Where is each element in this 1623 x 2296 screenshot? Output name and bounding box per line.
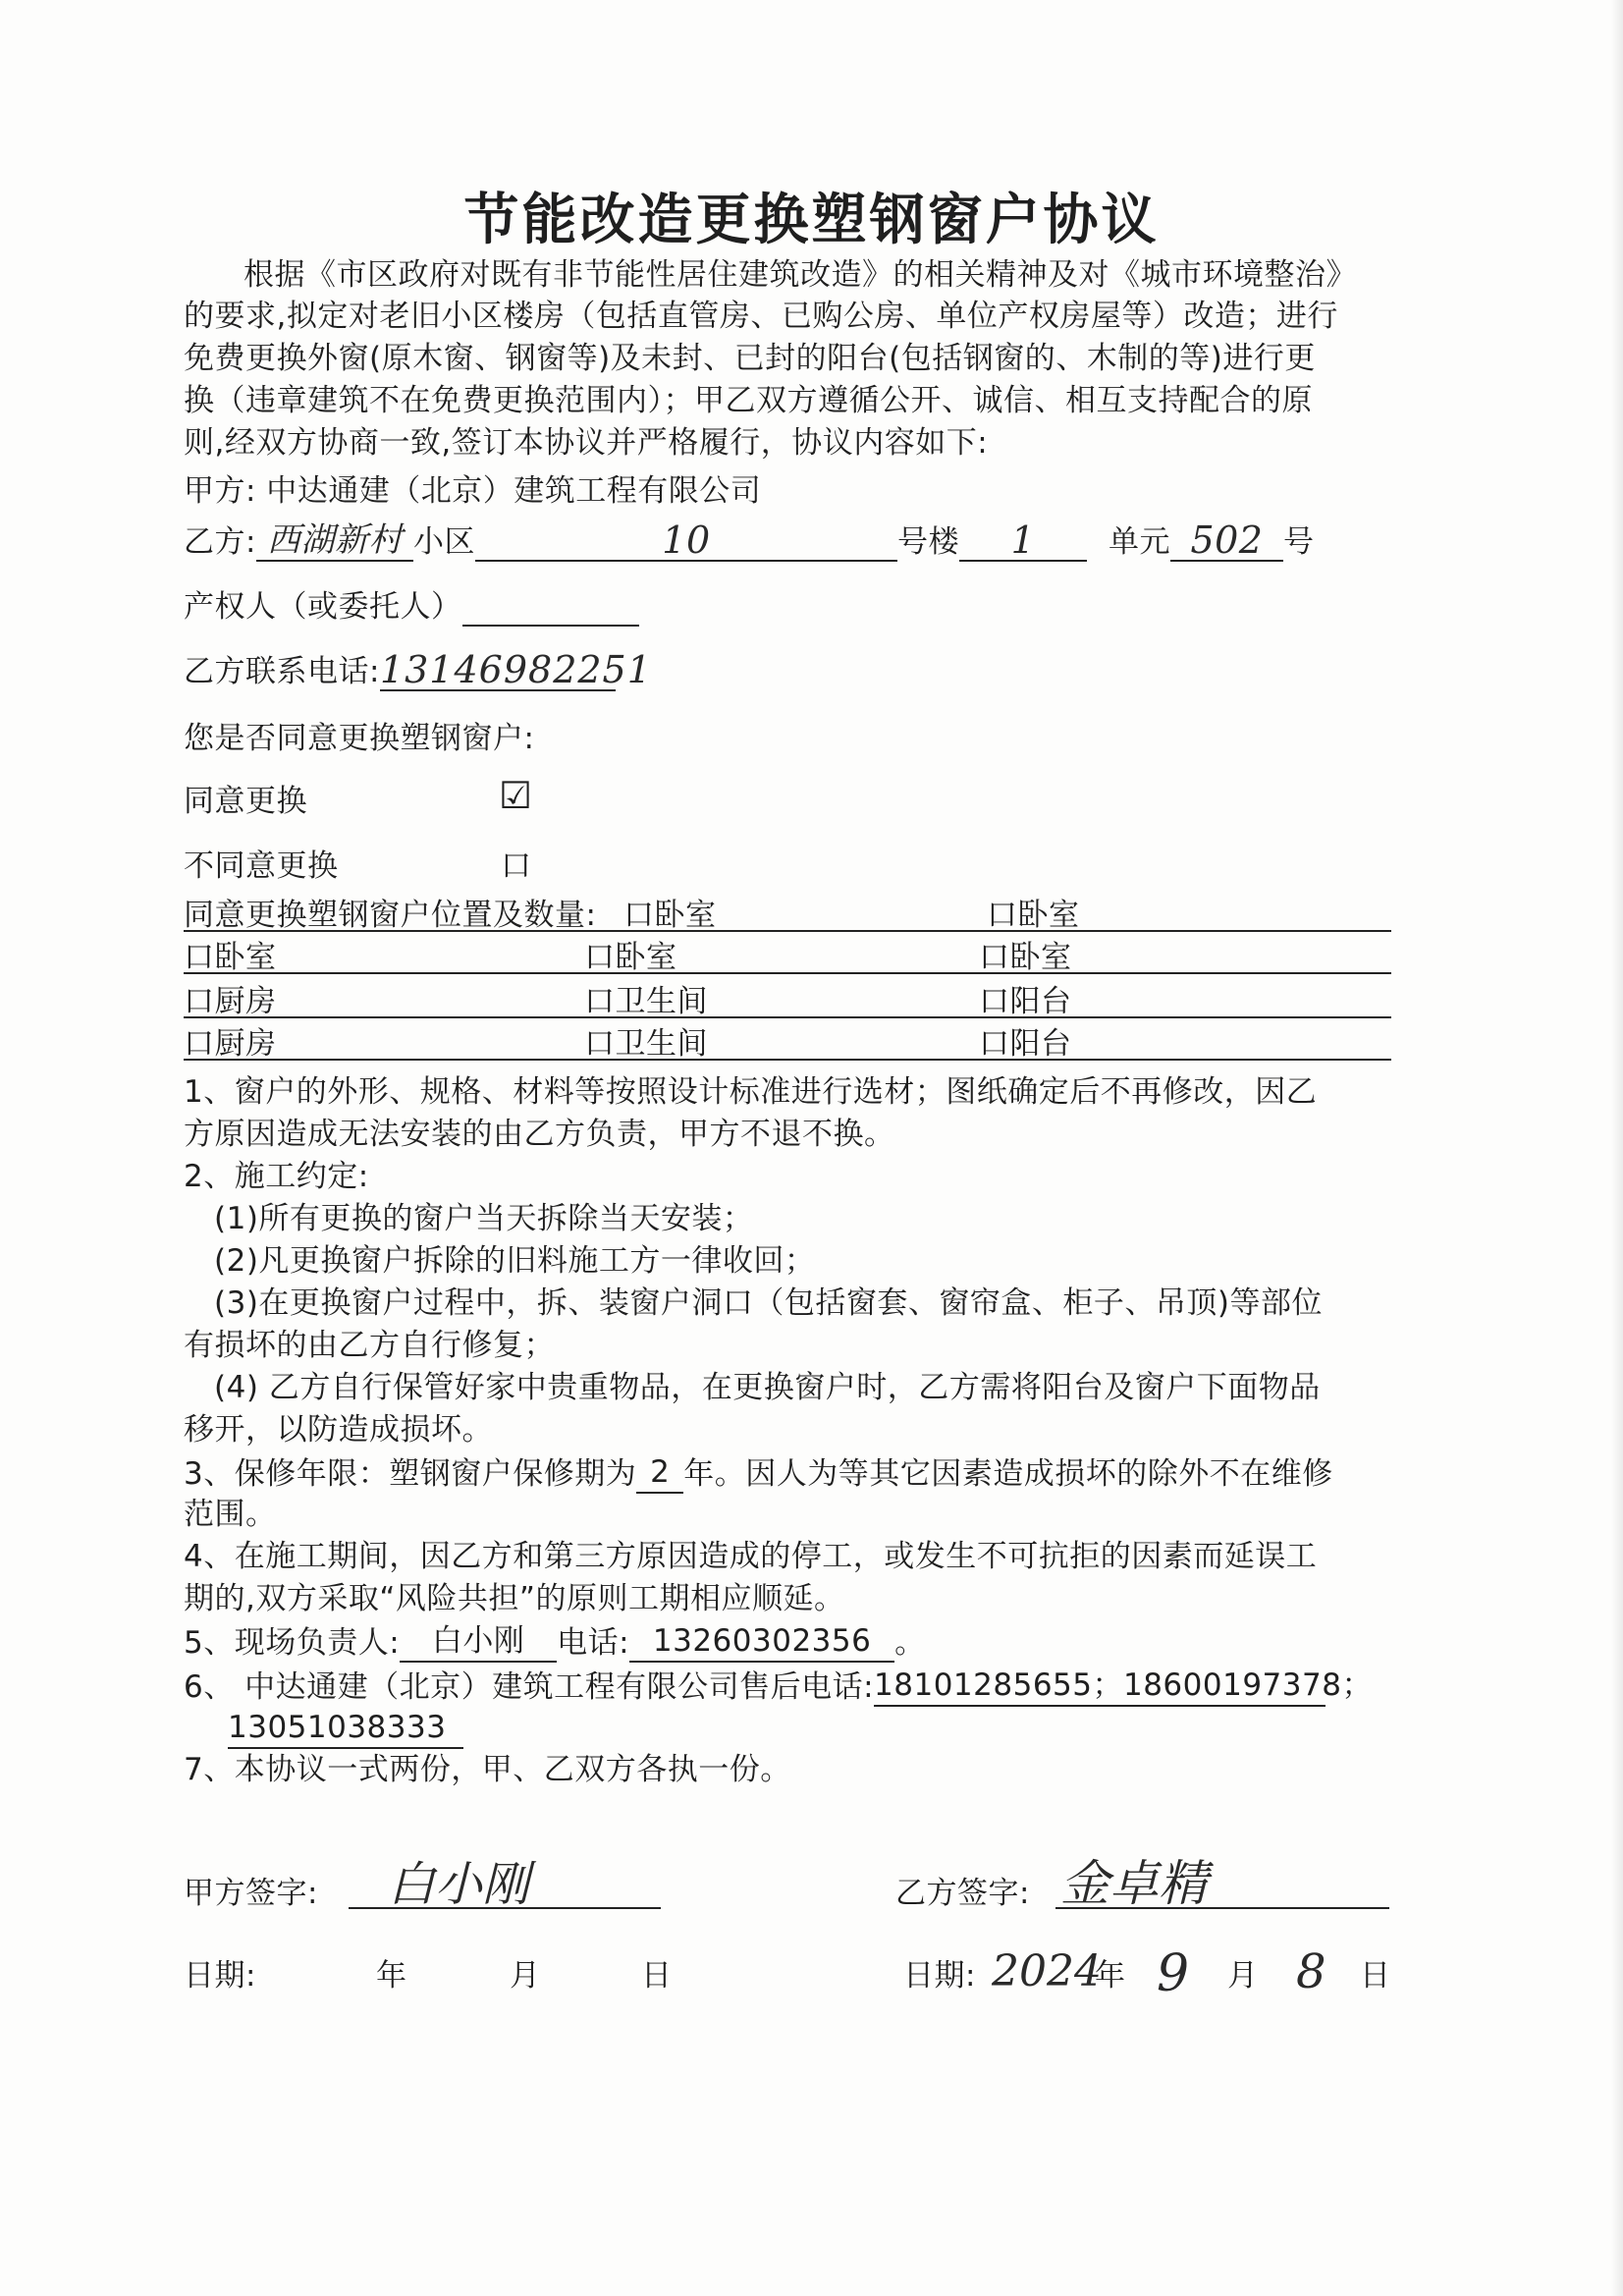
community-suffix: 小区 bbox=[412, 524, 475, 560]
room-handwritten: 502 bbox=[1170, 520, 1283, 562]
site-manager-phone: 13260302356 bbox=[629, 1621, 894, 1663]
party-b-label: 乙方: bbox=[184, 524, 256, 560]
windows-row0-col1: 口卧室 bbox=[623, 898, 717, 933]
phone-label: 乙方联系电话: bbox=[184, 654, 380, 689]
windows-row3-col2: 口阳台 bbox=[979, 1026, 1072, 1062]
clause-2-3-line-2: 有损坏的由乙方自行修复； bbox=[184, 1328, 555, 1363]
windows-rule-3 bbox=[184, 1059, 1391, 1061]
windows-row1-col0: 口卧室 bbox=[184, 940, 277, 975]
party-b-signature: 金卓精 bbox=[1060, 1855, 1208, 1912]
party-a-signature: 白小刚 bbox=[388, 1857, 530, 1912]
clause-6-line-2 bbox=[228, 1708, 463, 1749]
clause-2: 2、施工约定: bbox=[184, 1159, 369, 1194]
clause-4-line-1: 4、在施工期间，因乙方和第三方原因造成的停工，或发生不可抗拒的因素而延误工 bbox=[184, 1539, 1318, 1574]
disagree-label: 不同意更换 bbox=[184, 848, 339, 884]
community-handwritten: 西湖新村 bbox=[256, 520, 413, 562]
windows-row2-col0: 口厨房 bbox=[184, 984, 277, 1019]
owner-line bbox=[184, 587, 639, 627]
unit-handwritten: 1 bbox=[959, 520, 1087, 562]
party-a: 甲方: 中达通建（北京）建筑工程有限公司 bbox=[184, 473, 762, 509]
party-b-month-label: 月 bbox=[1227, 1958, 1259, 1994]
warranty-years: 2 bbox=[636, 1452, 683, 1494]
owner-label: 产权人（或委托人） bbox=[184, 589, 462, 625]
windows-row1-col2: 口卧室 bbox=[979, 940, 1072, 975]
party-b-month-value: 9 bbox=[1157, 1944, 1190, 2003]
after-sales-phone-3: 13051038333 bbox=[228, 1708, 463, 1749]
after-sales-phones: 18101285655；18600197378； bbox=[874, 1666, 1325, 1707]
intro-line-3: 免费更换外窗(原木窗、钢窗等)及未封、已封的阳台(包括钢窗的、木制的等)进行更 bbox=[184, 341, 1316, 376]
clause-5-phone-label: 电话: bbox=[557, 1625, 630, 1661]
clause-5-end: 。 bbox=[894, 1625, 926, 1661]
party-b-year-value: 2024 bbox=[992, 1946, 1102, 1996]
clause-2-4-line-1: (4) 乙方自行保管好家中贵重物品，在更换窗户时，乙方需将阳台及窗户下面物品 bbox=[214, 1370, 1321, 1405]
consent-question: 您是否同意更换塑钢窗户: bbox=[184, 721, 535, 756]
party-b-line bbox=[184, 520, 1314, 562]
owner-blank bbox=[462, 593, 639, 627]
clause-6-line-1 bbox=[184, 1666, 1373, 1707]
clause-3-prefix: 3、保修年限：塑钢窗户保修期为 bbox=[184, 1456, 637, 1492]
party-b-signature-label: 乙方签字: bbox=[895, 1876, 1030, 1911]
page-edge-shadow bbox=[1611, 0, 1623, 2296]
windows-row2-col1: 口卫生间 bbox=[584, 984, 708, 1019]
party-a-day-label: 日 bbox=[641, 1958, 673, 1994]
phone-line bbox=[184, 648, 652, 691]
document-title: 节能改造更换塑钢窗户协议 bbox=[463, 189, 1160, 252]
site-manager-name: 白小刚 bbox=[400, 1621, 557, 1663]
building-suffix: 号楼 bbox=[896, 524, 959, 560]
clause-3-suffix: 年。因人为等其它因素造成损坏的除外不在维修 bbox=[683, 1456, 1333, 1492]
intro-line-2: 的要求,拟定对老旧小区楼房（包括直管房、已购公房、单位产权房屋等）改造；进行 bbox=[184, 299, 1338, 334]
clause-6-prefix: 6、 中达通建（北京）建筑工程有限公司售后电话: bbox=[184, 1669, 875, 1705]
intro-line-1: 根据《市区政府对既有非节能性居住建筑改造》的相关精神及对《城市环境整治》 bbox=[243, 257, 1357, 293]
building-handwritten: 10 bbox=[475, 520, 897, 562]
windows-row3-col1: 口卫生间 bbox=[584, 1026, 708, 1062]
windows-rule-1 bbox=[184, 972, 1391, 974]
agree-checkbox: ☑ bbox=[499, 774, 533, 817]
clause-7: 7、本协议一式两份，甲、乙双方各执一份。 bbox=[184, 1752, 791, 1787]
party-b-year-label: 年 bbox=[1095, 1958, 1126, 1994]
windows-label: 同意更换塑钢窗户位置及数量: bbox=[184, 898, 597, 933]
clause-3-line-2: 范围。 bbox=[184, 1497, 277, 1532]
clause-2-3-line-1: (3)在更换窗户过程中，拆、装窗户洞口（包括窗套、窗帘盒、柜子、吊顶)等部位 bbox=[214, 1285, 1324, 1321]
clause-1-line-2: 方原因造成无法安装的由乙方负责，甲方不退不换。 bbox=[184, 1117, 895, 1152]
windows-row1-col1: 口卧室 bbox=[584, 940, 677, 975]
party-a-month-label: 月 bbox=[510, 1958, 541, 1994]
windows-rule-0 bbox=[184, 930, 1391, 932]
phone-handwritten: 13146982251 bbox=[379, 648, 652, 691]
windows-row3-col0: 口厨房 bbox=[184, 1026, 277, 1062]
room-suffix: 号 bbox=[1282, 524, 1315, 560]
party-a-signature-label: 甲方签字: bbox=[184, 1876, 318, 1911]
windows-row0-col2: 口卧室 bbox=[987, 898, 1080, 933]
clause-2-1: (1)所有更换的窗户当天拆除当天安装； bbox=[214, 1201, 754, 1236]
intro-line-4: 换（违章建筑不在免费更换范围内）；甲乙双方遵循公开、诚信、相互支持配合的原 bbox=[184, 383, 1313, 418]
party-a-year-label: 年 bbox=[376, 1958, 407, 1994]
clause-5-prefix: 5、现场负责人: bbox=[184, 1625, 401, 1661]
party-b-date-label: 日期: bbox=[903, 1958, 976, 1994]
party-a-date-label: 日期: bbox=[184, 1958, 256, 1994]
party-b-day-value: 8 bbox=[1296, 1944, 1326, 1999]
disagree-checkbox: 口 bbox=[501, 848, 532, 884]
intro-line-5: 则,经双方协商一致,签订本协议并严格履行，协议内容如下: bbox=[184, 425, 989, 461]
clause-4-line-2: 期的,双方采取“风险共担”的原则工期相应顺延。 bbox=[184, 1581, 845, 1616]
clause-3-line-1 bbox=[184, 1452, 1333, 1494]
party-b-day-label: 日 bbox=[1360, 1958, 1391, 1994]
clause-2-4-line-2: 移开，以防造成损坏。 bbox=[184, 1412, 493, 1448]
unit-suffix: 单元 bbox=[1108, 524, 1170, 560]
windows-row2-col2: 口阳台 bbox=[979, 984, 1072, 1019]
clause-2-2: (2)凡更换窗户拆除的旧料施工方一律收回； bbox=[214, 1243, 816, 1279]
agree-label: 同意更换 bbox=[184, 784, 307, 819]
clause-1-line-1: 1、窗户的外形、规格、材料等按照设计标准进行选材；图纸确定后不再修改，因乙 bbox=[184, 1074, 1318, 1110]
clause-5 bbox=[184, 1621, 926, 1663]
windows-rule-2 bbox=[184, 1016, 1391, 1018]
